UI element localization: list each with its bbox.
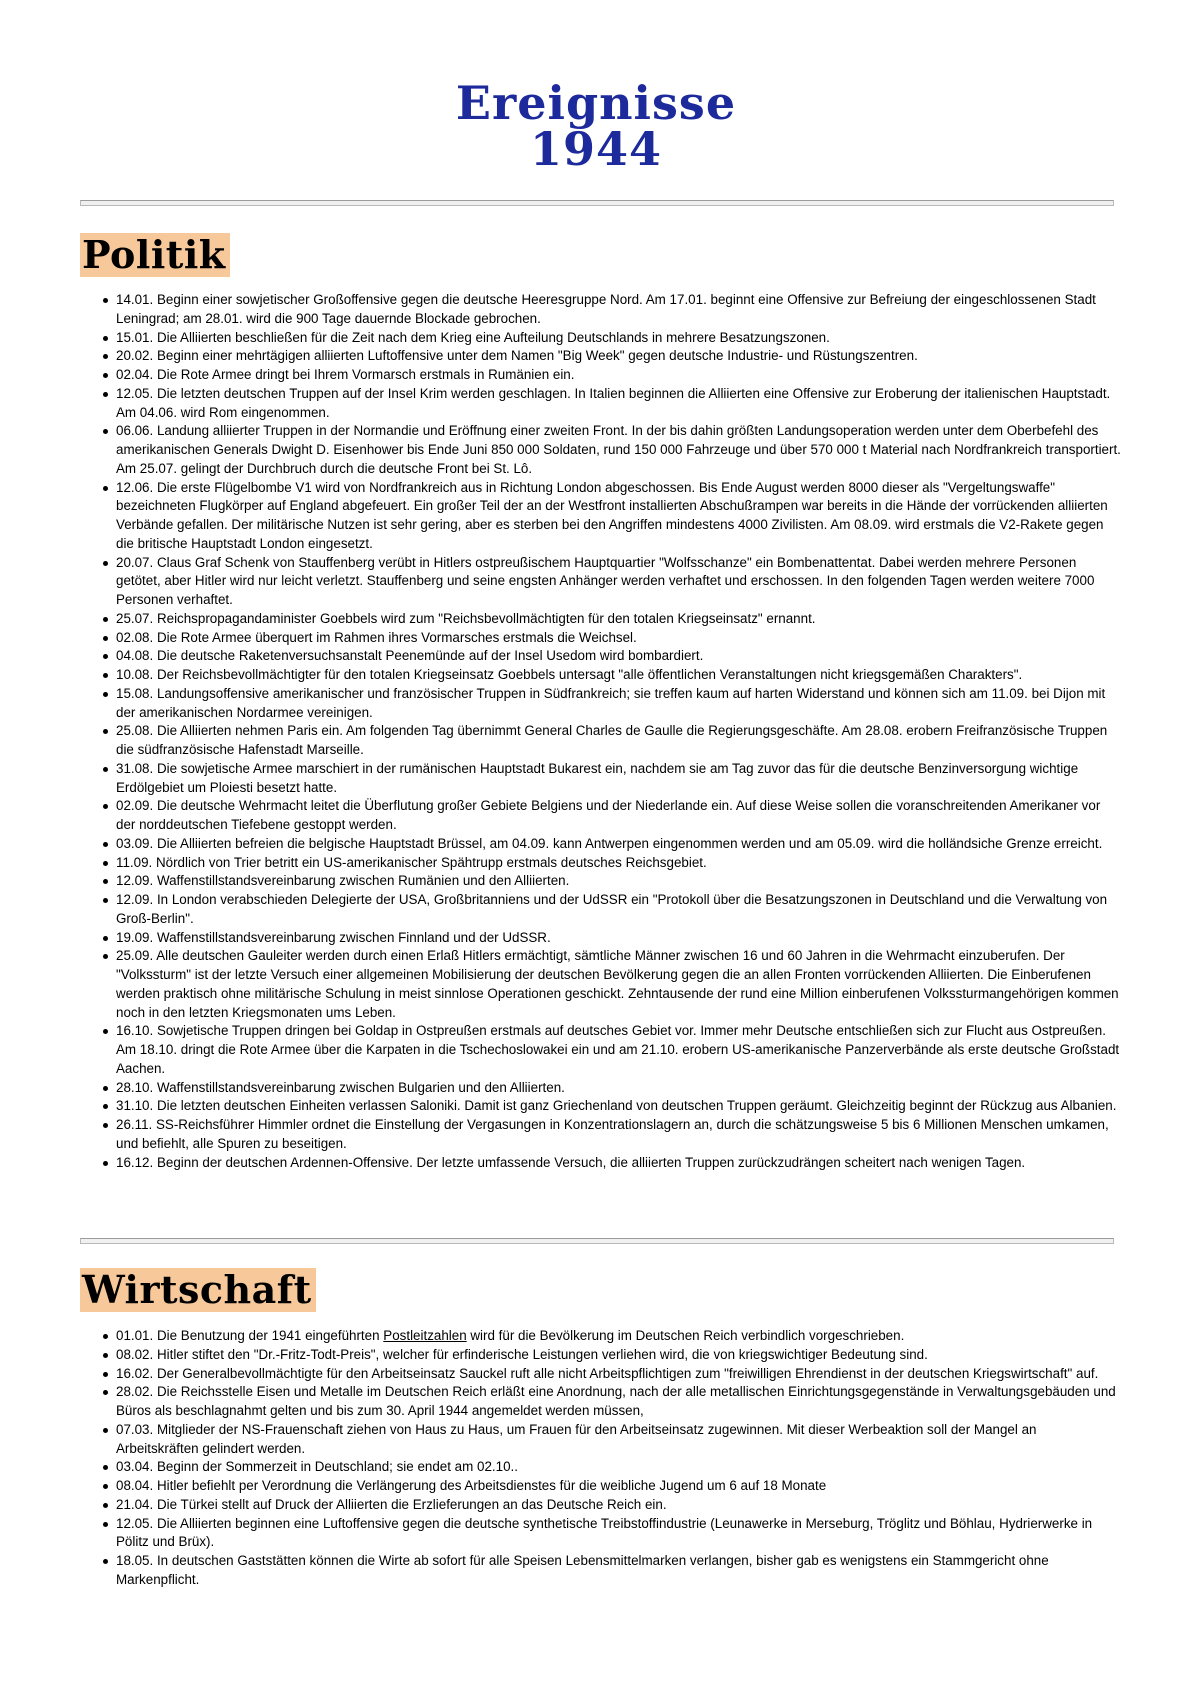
list-item: 12.09. Waffenstillstandsvereinbarung zwischen Rumänien und den Alliierten. [116, 872, 1121, 891]
list-item: 16.02. Der Generalbevollmächtigte für den Arbeitseinsatz Sauckel ruft alle nicht Arbeitspflichtigen zum "freiwilligen Ehrendienst in der deutschen Kriegswirtschaft" auf. [116, 1365, 1121, 1384]
list-item: 12.06. Die erste Flügelbombe V1 wird von Nordfrankreich aus in Richtung London abgeschossen. Bis Ende August werden 8000 dieser als "Vergeltungswaffe" bezeichneten Flugkörper auf England abgefeuert. Ein großer Teil der an der Westfront installierten Abschußrampen war bereits in die Hände der vorrückenden alliierten Verbände gefallen. Der militärische Nutzen ist sehr gering, aber es sterben bei den Angriffen mindestens 4000 Zivilisten. Am 08.09. wird erstmals die V2-Rakete gegen die britische Hauptstadt London eingesetzt. [116, 479, 1121, 554]
list-item: 12.05. Die letzten deutschen Truppen auf der Insel Krim werden geschlagen. In Italien beginnen die Alliierten eine Offensive zur Eroberung der italienischen Hauptstadt. Am 04.06. wird Rom eingenommen. [116, 385, 1121, 423]
list-item: 16.12. Beginn der deutschen Ardennen-Offensive. Der letzte umfassende Versuch, die alliierten Truppen zurückzudrängen scheitert nach wenigen Tagen. [116, 1154, 1121, 1173]
section-heading-politik: Politik [80, 233, 230, 277]
wirtschaft-event-list [0, 1327, 1121, 1590]
list-item: 02.04. Die Rote Armee dringt bei Ihrem Vormarsch erstmals in Rumänien ein. [116, 366, 1121, 385]
list-item: 04.08. Die deutsche Raketenversuchsanstalt Peenemünde auf der Insel Usedom wird bombardiert. [116, 647, 1121, 666]
list-item: 02.08. Die Rote Armee überquert im Rahmen ihres Vormarsches erstmals die Weichsel. [116, 629, 1121, 648]
list-item: 10.08. Der Reichsbevollmächtigter für den totalen Kriegseinsatz Goebbels untersagt "alle öffentlichen Veranstaltungen nicht kriegsgemäßen Charakters". [116, 666, 1121, 685]
list-item [116, 1327, 1121, 1346]
list-item: 06.06. Landung alliierter Truppen in der Normandie und Eröffnung einer zweiten Front. In der bis dahin größten Landungsoperation werden unter dem Oberbefehl des amerikanischen Generals Dwight D. Eisenhower bis Ende Juni 850 000 Soldaten, rund 150 000 Fahrzeuge und über 570 000 t Material nach Nordfrankreich transportiert. Am 25.07. gelingt der Durchbruch durch die deutsche Front bei St. Lô. [116, 422, 1121, 478]
list-item-text: wird für die Bevölkerung im Deutschen Reich verbindlich vorgeschrieben. [466, 1328, 905, 1343]
politik-event-list [0, 291, 1121, 1172]
page-title-line1: Ereignisse [455, 76, 737, 130]
list-item: 28.02. Die Reichsstelle Eisen und Metalle im Deutschen Reich erläßt eine Anordnung, nach der alle metallischen Einrichtungsgegenstände in Verwaltungsgebäuden und Büros als beschlagnahmt gelten und bis zum 30. April 1944 angemeldet werden müssen, [116, 1383, 1121, 1421]
list-item-text: 01.01. Die Benutzung der 1941 eingeführten [116, 1328, 384, 1343]
list-item: 07.03. Mitglieder der NS-Frauenschaft ziehen von Haus zu Haus, um Frauen für den Arbeitseinsatz zugewinnen. Mit dieser Werbeaktion soll der Mangel an Arbeitskräften gelindert werden. [116, 1421, 1121, 1459]
list-item: 12.09. In London verabschieden Delegierte der USA, Großbritanniens und der UdSSR ein "Protokoll über die Besatzungszonen in Deutschland und die Verwaltung von Groß-Berlin". [116, 891, 1121, 929]
list-item: 08.04. Hitler befiehlt per Verordnung die Verlängerung des Arbeitsdienstes für die weibliche Jugend um 6 auf 18 Monate [116, 1477, 1121, 1496]
horizontal-rule [80, 200, 1114, 206]
list-item: 19.09. Waffenstillstandsvereinbarung zwischen Finnland und der UdSSR. [116, 929, 1121, 948]
page-title-line2: 1944 [529, 122, 663, 176]
list-item: 02.09. Die deutsche Wehrmacht leitet die Überflutung großer Gebiete Belgiens und der Niederlande ein. Auf diese Weise sollen die voranschreitenden Amerikaner vor der norddeutschen Tiefebene gestoppt werden. [116, 797, 1121, 835]
list-item: 31.10. Die letzten deutschen Einheiten verlassen Saloniki. Damit ist ganz Griechenland von deutschen Truppen geräumt. Gleichzeitig beginnt der Rückzug aus Albanien. [116, 1097, 1121, 1116]
list-item: 31.08. Die sowjetische Armee marschiert in der rumänischen Hauptstadt Bukarest ein, nachdem sie am Tag zuvor das für die deutsche Benzinversorgung wichtige Erdölgebiet um Ploiesti besetzt hatte. [116, 760, 1121, 798]
horizontal-rule [80, 1238, 1114, 1244]
list-item: 20.02. Beginn einer mehrtägigen alliierten Luftoffensive unter dem Namen "Big Week" gegen deutsche Industrie- und Rüstungszentren. [116, 347, 1121, 366]
list-item: 28.10. Waffenstillstandsvereinbarung zwischen Bulgarien und den Alliierten. [116, 1079, 1121, 1098]
section-heading-wirtschaft: Wirtschaft [80, 1268, 316, 1312]
list-item: 25.07. Reichspropagandaminister Goebbels wird zum "Reichsbevollmächtigten für den totalen Kriegseinsatz" ernannt. [116, 610, 1121, 629]
list-item: 21.04. Die Türkei stellt auf Druck der Alliierten die Erzlieferungen an das Deutsche Reich ein. [116, 1496, 1121, 1515]
list-item: 14.01. Beginn einer sowjetischer Großoffensive gegen die deutsche Heeresgruppe Nord. Am 17.01. beginnt eine Offensive zur Befreiung der eingeschlossenen Stadt Leningrad; am 28.01. wird die 900 Tage dauernde Blockade gebrochen. [116, 291, 1121, 329]
list-item: 03.04. Beginn der Sommerzeit in Deutschland; sie endet am 02.10.. [116, 1458, 1121, 1477]
list-item: 18.05. In deutschen Gaststätten können die Wirte ab sofort für alle Speisen Lebensmittelmarken verlangen, bisher gab es wenigstens ein Stammgericht ohne Markenpflicht. [116, 1552, 1121, 1590]
list-item: 25.09. Alle deutschen Gauleiter werden durch einen Erlaß Hitlers ermächtigt, sämtliche Männer zwischen 16 und 60 Jahren in die Wehrmacht einzuberufen. Der "Volkssturm" ist der letzte Versuch einer allgemeinen Mobilisierung der deutschen Bevölkerung gegen die an allen Fronten vorrückenden Alliierten. Die Einberufenen werden praktisch ohne militärische Schulung in meist sinnlose Operationen geschickt. Zehntausende der rund eine Million einberufenen Volkssturmangehörigen kommen noch in den letzten Kriegsmonaten ums Leben. [116, 947, 1121, 1022]
list-item: 25.08. Die Alliierten nehmen Paris ein. Am folgenden Tag übernimmt General Charles de Gaulle die Regierungsgeschäfte. Am 28.08. erobern Freifranzösische Truppen die südfranzösische Hafenstadt Marseille. [116, 722, 1121, 760]
list-item: 08.02. Hitler stiftet den "Dr.-Fritz-Todt-Preis", welcher für erfinderische Leistungen verliehen wird, die von kriegswichtiger Bedeutung sind. [116, 1346, 1121, 1365]
list-item: 12.05. Die Alliierten beginnen eine Luftoffensive gegen die deutsche synthetische Treibstoffindustrie (Leunawerke in Merseburg, Tröglitz und Böhlau, Hydrierwerke in Pölitz und Brüx). [116, 1515, 1121, 1553]
page-title [0, 76, 1192, 176]
list-item: 16.10. Sowjetische Truppen dringen bei Goldap in Ostpreußen erstmals auf deutsches Gebiet vor. Immer mehr Deutsche entschließen sich zur Flucht aus Ostpreußen. Am 18.10. dringt die Rote Armee über die Karpaten in die Tschechoslowakei ein und am 21.10. erobern US-amerikanische Panzerverbände als erste deutsche Großstadt Aachen. [116, 1022, 1121, 1078]
list-item: 20.07. Claus Graf Schenk von Stauffenberg verübt in Hitlers ostpreußischem Hauptquartier "Wolfsschanze" ein Bombenattentat. Dabei werden mehrere Personen getötet, aber Hitler wird nur leicht verletzt. Stauffenberg und seine engsten Anhänger werden verhaftet und erschossen. In den folgenden Tagen werden weitere 7000 Personen verhaftet. [116, 554, 1121, 610]
list-item: 15.08. Landungsoffensive amerikanischer und französischer Truppen in Südfrankreich; sie treffen kaum auf harten Widerstand und können sich am 11.09. bei Dijon mit der amerikanischen Nordarmee vereinigen. [116, 685, 1121, 723]
postleitzahlen-link[interactable]: Postleitzahlen [383, 1328, 467, 1343]
list-item: 03.09. Die Alliierten befreien die belgische Hauptstadt Brüssel, am 04.09. kann Antwerpen eingenommen werden und am 05.09. wird die holländsiche Grenze erreicht. [116, 835, 1121, 854]
list-item: 15.01. Die Alliierten beschließen für die Zeit nach dem Krieg eine Aufteilung Deutschlands in mehrere Besatzungszonen. [116, 329, 1121, 348]
list-item: 11.09. Nördlich von Trier betritt ein US-amerikanischer Spähtrupp erstmals deutsches Reichsgebiet. [116, 854, 1121, 873]
list-item: 26.11. SS-Reichsführer Himmler ordnet die Einstellung der Vergasungen in Konzentrationslagern an, durch die schätzungsweise 5 bis 6 Millionen Menschen umkamen, und befiehlt, alle Spuren zu beseitigen. [116, 1116, 1121, 1154]
